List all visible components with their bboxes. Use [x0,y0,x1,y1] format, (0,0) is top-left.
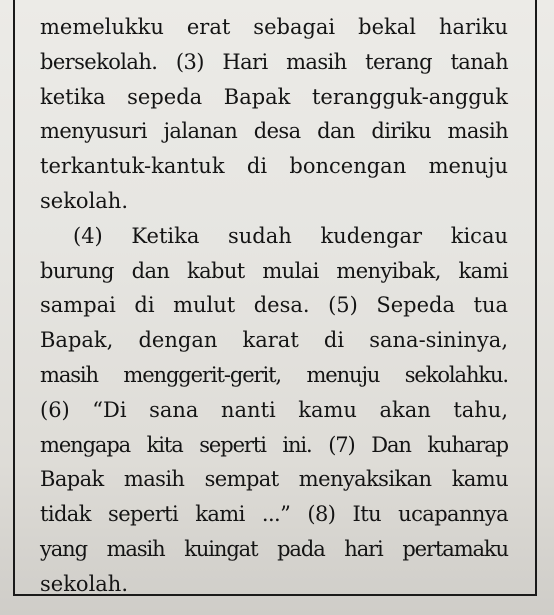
passage-line-14: Bapak masih sempat menyaksikan kamu [40,467,508,492]
passage-line-10: Bapak, dengan karat di sana-sininya, [40,328,508,353]
passage-line-16: yang masih kuingat pada hari pertamaku [40,536,508,561]
passage-line-15: tidak seperti kami ...” (8) Itu ucapannya [40,502,508,527]
passage-line-4: menyusuri jalanan desa dan diriku masih [40,119,508,144]
passage-line-8: burung dan kabut mulai menyibak, kami [40,258,508,283]
passage-line-1: memelukku erat sebagai bekal hariku [40,15,508,39]
passage-line-12: (6) “Di sana nanti kamu akan tahu, [40,397,508,422]
passage-line-3: ketika sepeda Bapak terangguk-angguk [40,84,508,109]
passage-line-13: mengapa kita seperti ini. (7) Dan kuharap [40,432,508,457]
passage-line-9: sampai di mulut desa. (5) Sepeda tua [40,293,508,318]
passage-line-5: terkantuk-kantuk di boncengan menuju [40,154,508,179]
passage-line-11: masih menggerit-gerit, menuju sekolahku. [40,362,508,387]
story-passage [40,10,508,602]
passage-line-17: sekolah. [40,571,129,596]
passage-line-2: bersekolah. (3) Hari masih terang tanah [40,49,508,74]
passage-line-7: (4) Ketika sudah kudengar kicau [73,223,508,248]
passage-line-6: sekolah. [40,188,129,213]
